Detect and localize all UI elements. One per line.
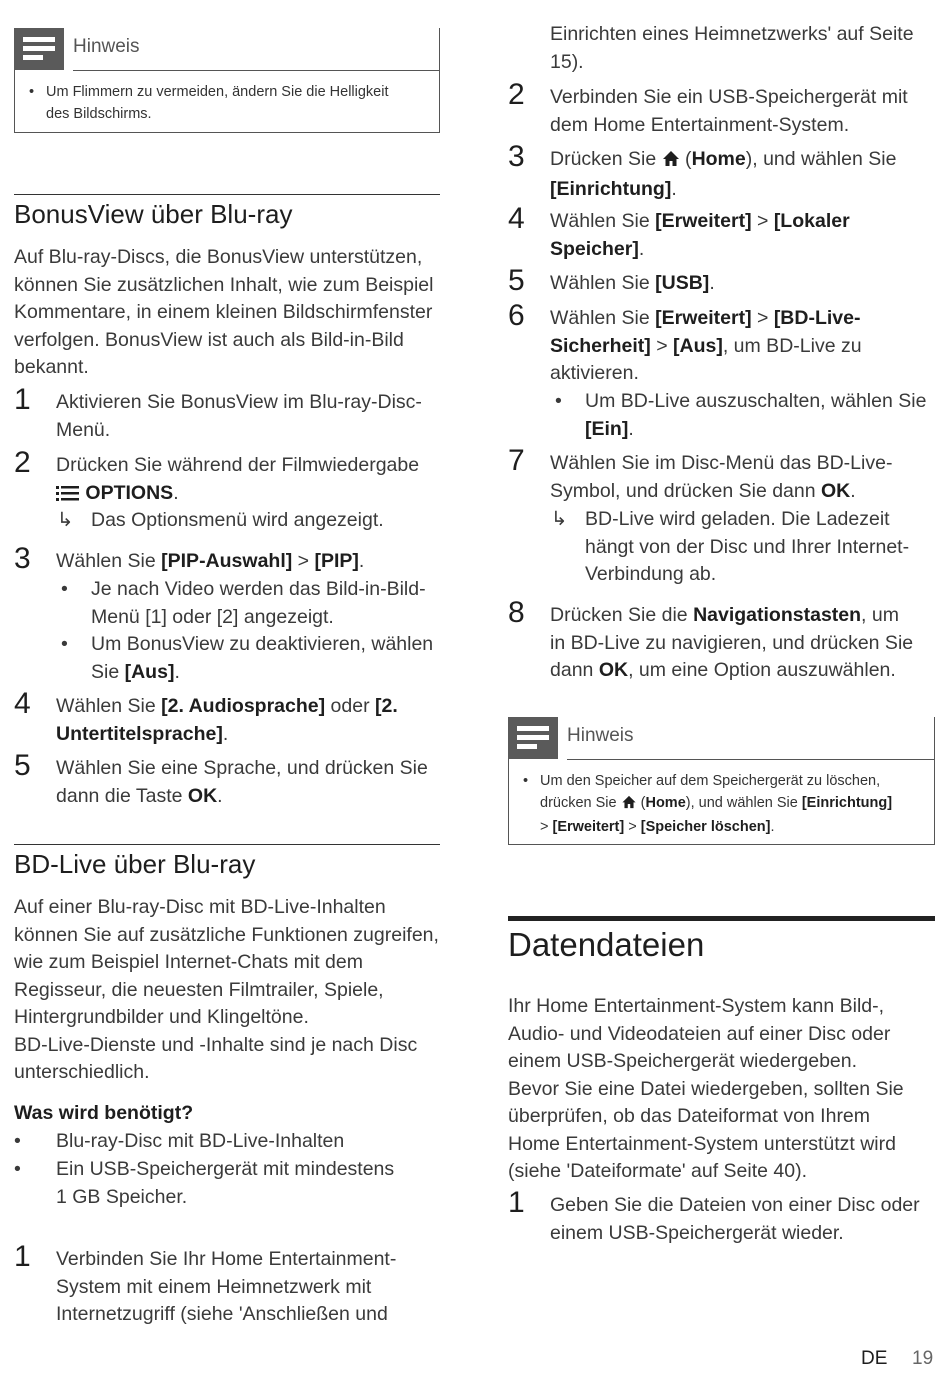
section-heading-bonusview: BonusView über Blu-ray	[14, 199, 293, 229]
home-icon	[621, 794, 637, 816]
step-text: Wählen Sie [USB].	[550, 272, 715, 294]
note-box	[508, 717, 935, 845]
note-icon	[508, 717, 558, 759]
list-item: • Blu-ray-Disc mit BD-Live-Inhalten	[14, 1130, 345, 1152]
note-icon	[14, 28, 64, 70]
step-result: ↳ BD-Live wird geladen. Die Ladezeit hängt von der Disc und Ihrer Internet- Verbindung ab.	[551, 508, 910, 585]
step-text: Drücken Sie während der Filmwiedergabe OPTIONS.	[56, 452, 419, 509]
step-number: 5	[14, 749, 31, 782]
section-heading-bdlive: BD-Live über Blu-ray	[14, 849, 256, 879]
step-text: Wählen Sie [2. Audiosprache] oder [2. Untertitelsprache].	[56, 695, 398, 745]
section-heading-datendateien: Datendateien	[508, 926, 705, 963]
note-text: • Um den Speicher auf dem Speichergerät zu löschen, drücken Sie (Home), und wählen Sie [Einrichtung] > [Erweitert] > [Speicher löschen].	[523, 773, 893, 835]
step-text: Verbinden Sie ein USB-Speichergerät mit dem Home Entertainment-System.	[550, 86, 908, 136]
step-text: Aktivieren Sie BonusView im Blu-ray-Disc- Menü.	[56, 391, 422, 441]
step-text-continued: Einrichten eines Heimnetzwerks' auf Seite 15).	[550, 23, 914, 73]
page-number: 19	[912, 1348, 934, 1369]
step-number: 6	[508, 299, 525, 332]
note-text: • Um Flimmern zu vermeiden, ändern Sie die Helligkeit des Bildschirms.	[29, 84, 389, 122]
step-text: Drücken Sie die Navigationstasten, um in BD-Live zu navigieren, und drücken Sie dann OK, um eine Option auszuwählen.	[550, 604, 914, 681]
step-result: ↳ Das Optionsmenü wird angezeigt.	[91, 507, 384, 535]
step-text: Geben Sie die Dateien von einer Disc oder einem USB-Speichergerät wieder.	[550, 1194, 920, 1244]
requirements-heading: Was wird benötigt?	[14, 1102, 194, 1124]
options-icon	[56, 482, 80, 510]
bdlive-intro: Auf einer Blu-ray-Disc mit BD-Live-Inhalten können Sie auf zusätzliche Funktionen zugreifen, wie zum Beispiel Internet-Chats mit dem Regisseur, die neuesten Filmtrailer, Spiele, Hintergrundbilder und Klingeltöne. BD-Live-Dienste und -Inhalte sind je nach Disc unterschiedlich.	[14, 896, 439, 1083]
arrow-result-icon: ↳	[551, 508, 568, 530]
step-number: 3	[14, 542, 31, 575]
step-number: 4	[14, 687, 31, 720]
step-text: Wählen Sie [Erweitert] > [Lokaler Speicher].	[550, 210, 850, 260]
step-text: Wählen Sie [PIP-Auswahl] > [PIP].	[56, 550, 365, 572]
step-text: Wählen Sie [Erweitert] > [BD-Live- Sicherheit] > [Aus], um BD-Live zu aktivieren.	[550, 307, 862, 384]
note-box	[14, 28, 440, 133]
step-text: Verbinden Sie Ihr Home Entertainment- System mit einem Heimnetzwerk mit Internetzugriff (siehe 'Anschließen und	[56, 1248, 397, 1325]
step-number: 4	[508, 202, 525, 235]
step-text: Drücken Sie (Home), und wählen Sie [Einrichtung].	[550, 148, 897, 200]
step-bullet: • Um BonusView zu deaktivieren, wählen Sie [Aus].	[61, 633, 434, 683]
step-number: 1	[508, 1186, 525, 1219]
step-text: Wählen Sie eine Sprache, und drücken Sie dann die Taste OK.	[56, 757, 428, 807]
section-rule	[14, 194, 440, 195]
footer-language: DE	[861, 1348, 888, 1369]
note-title: Hinweis	[567, 725, 634, 746]
step-bullet: • Je nach Video werden das Bild-in-Bild- Menü [1] oder [2] angezeigt.	[61, 578, 426, 628]
section-rule	[508, 916, 935, 921]
note-title: Hinweis	[73, 36, 140, 57]
step-number: 7	[508, 444, 525, 477]
step-number: 2	[508, 78, 525, 111]
arrow-result-icon: ↳	[57, 509, 74, 531]
step-number: 1	[14, 383, 31, 416]
datendateien-intro: Ihr Home Entertainment-System kann Bild-, Audio- und Videodateien auf einer Disc oder einem USB-Speichergerät wiedergeben. Bevor Sie eine Datei wiedergeben, sollten Sie überprüfen, ob das Dateiformat von Ihrem Home Entertainment-System unterstützt wird (siehe 'Dateiformate' auf Seite 40).	[508, 995, 904, 1182]
step-number: 5	[508, 264, 525, 297]
step-bullet: • Um BD-Live auszuschalten, wählen Sie [Ein].	[555, 390, 927, 440]
home-icon	[662, 148, 680, 176]
step-number: 1	[14, 1240, 31, 1273]
step-text: Wählen Sie im Disc-Menü das BD-Live- Symbol, und drücken Sie dann OK.	[550, 452, 893, 502]
section-rule	[14, 844, 440, 845]
step-number: 2	[14, 446, 31, 479]
step-number: 8	[508, 596, 525, 629]
step-number: 3	[508, 140, 525, 173]
bonusview-intro: Auf Blu-ray-Discs, die BonusView unterstützen, können Sie zusätzlichen Inhalt, wie zum Beispiel Kommentare, in einem kleinen Bildschirmfenster verfolgen. BonusView ist auch als Bild-in-Bild bekannt.	[14, 246, 434, 378]
list-item: • Ein USB-Speichergerät mit mindestens 1 GB Speicher.	[14, 1158, 395, 1208]
